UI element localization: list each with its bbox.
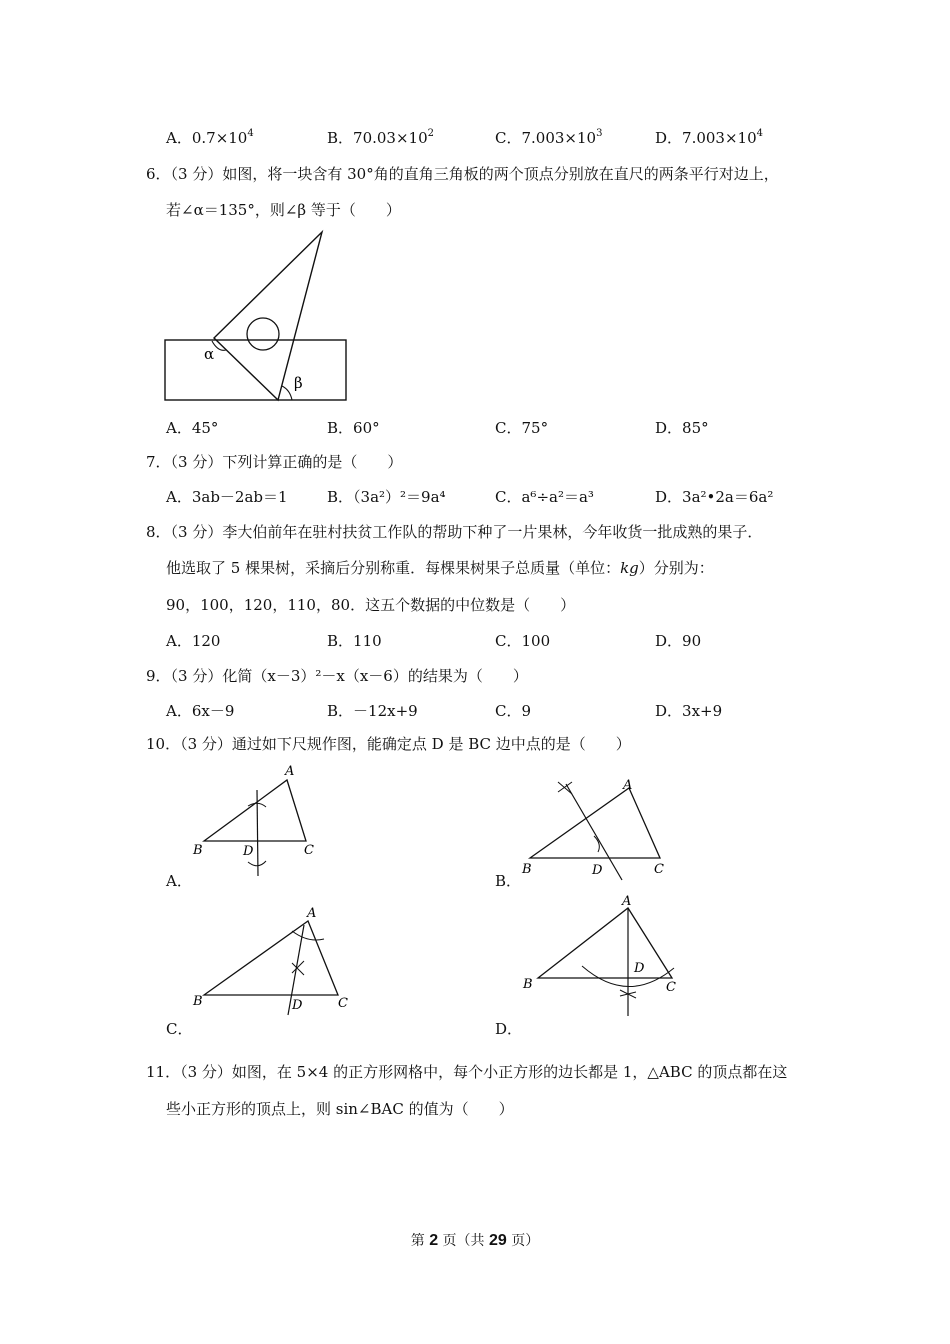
triangle-abc [204,921,338,995]
ruler [165,340,346,400]
label-c: C [338,996,348,1011]
q7-option-a: A．3ab－2ab＝1 [166,488,288,506]
label-c: C [654,862,664,877]
triangle-abc [538,908,672,978]
label-c: C [666,980,676,995]
q10-option-a: A． [166,872,192,890]
beta-label: β [294,374,303,392]
q9-option-b: B．－12x+9 [327,702,418,720]
arc-2 [594,836,599,852]
alpha-label: α [204,345,215,363]
q6-figure [160,228,360,403]
label-b: B [193,843,203,858]
q8-stem-line2: 他选取了 5 棵果树，采摘后分别称重．每棵果树果子总质量（单位：kg）分别为： [166,559,714,577]
label-a: A [622,894,632,909]
label-b: B [522,862,532,877]
q11-stem-line2: 些小正方形的顶点上，则 sin∠BAC 的值为（ ） [166,1100,514,1118]
q6-option-b: B．60° [327,419,380,437]
q7-option-b: B．（3a²）²＝9a⁴ [327,488,446,506]
q5-option-b: B．$70.03\times 10^2$ [327,128,435,147]
q8-stem-line3: 90，100，120，110，80．这五个数据的中位数是（ ） [166,596,576,614]
triangle-abc [530,788,660,858]
q8-stem-line1: 8．（3 分）李大伯前年在驻村扶贫工作队的帮助下种了一片果林，今年收货一批成熟的果子． [146,523,763,541]
q10-option-d: D． [495,1020,523,1038]
label-d: D [243,844,254,859]
q10-option-b: B． [495,872,522,890]
q10-option-c: C． [166,1020,193,1038]
label-c: C [304,843,314,858]
arc-cross [292,961,304,975]
q6-stem-line1: 6．（3 分）如图，将一块含有 30°角的直角三角板的两个顶点分别放在直尺的两条平行对边上， [146,165,779,183]
label-d: D [634,961,645,976]
q8-option-a: A．120 [166,632,221,650]
q9-option-c: C．9 [495,702,532,720]
q7-option-c: C．a⁶÷a²＝a³ [495,488,594,506]
page-footer: 第 2 页（共 29 页） [410,1232,540,1249]
q10-figure-a [190,760,330,885]
q11-stem-line1: 11．（3 分）如图，在 5×4 的正方形网格中，每个小正方形的边长都是 1，△ABC 的顶点都在这 [146,1063,788,1081]
q5-option-c: C．$7.003\times 10^3$ [495,128,603,147]
arc-top [292,931,324,940]
page-number: 2 [429,1232,439,1249]
arc-1 [558,782,572,794]
page-total: 29 [489,1232,507,1249]
q10-figure-c [190,903,360,1023]
triangle-ruler [214,232,322,400]
q8-option-d: D．90 [655,632,702,650]
q10-figure-d [520,896,690,1021]
label-b: B [193,994,203,1009]
q7-option-d: D．3a²•2a＝6a² [655,488,774,506]
q8-option-b: B．110 [327,632,382,650]
beta-arc [282,386,292,400]
q5-option-a: A．$0.7\times 10^4$ [166,128,254,147]
q10-figure-b [520,770,680,885]
triangle-abc [204,780,306,841]
label-a: A [307,906,317,921]
label-a: A [623,778,633,793]
q8-option-c: C．100 [495,632,551,650]
q6-option-c: C．75° [495,419,549,437]
q6-option-a: A．45° [166,419,219,437]
label-a: A [285,764,295,779]
label-d: D [292,998,303,1013]
q10-stem: 10．（3 分）通过如下尺规作图，能确定点 D 是 BC 边中点的是（ ） [146,735,631,753]
q7-stem: 7．（3 分）下列计算正确的是（ ） [146,453,403,471]
label-b: B [523,977,533,992]
arc-bottom [248,861,266,866]
q9-stem: 9．（3 分）化简（x－3）²－x（x－6）的结果为（ ） [146,667,528,685]
label-d: D [592,863,603,878]
q9-option-a: A．6x－9 [166,702,235,720]
q9-option-d: D．3x+9 [655,702,723,720]
q5-option-d: D．$7.003\times 10^4$ [655,128,764,147]
q6-stem-line2: 若∠α＝135°，则∠β 等于（ ） [166,201,401,219]
q6-option-d: D．85° [655,419,709,437]
triangle-hole [247,318,279,350]
